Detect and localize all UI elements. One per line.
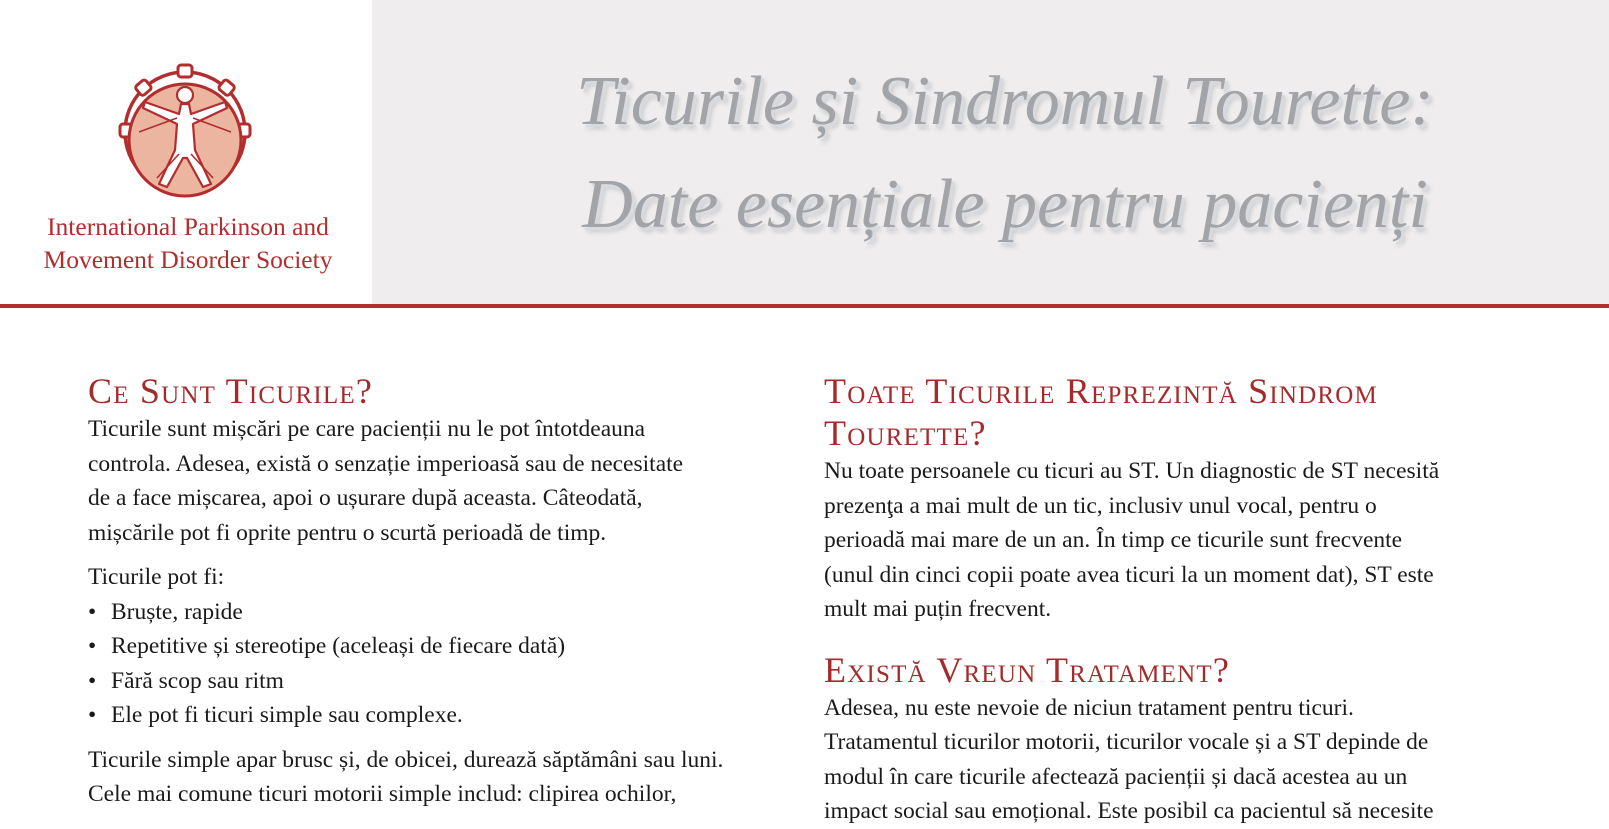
text-line: perioadă mai mare de un an. În timp ce ticurile sunt frecvente xyxy=(824,527,1403,553)
bullet-icon: • xyxy=(88,667,97,694)
page-title xyxy=(450,50,1560,256)
text-line: mult mai puțin frecvent. xyxy=(824,596,1052,622)
left-column xyxy=(88,370,788,812)
text-line: modul în care ticurile afectează pacienții și dacă acestea au un xyxy=(824,763,1408,790)
text-line: impact social sau emoțional. Este posibil ca pacientul să necesite xyxy=(824,798,1434,824)
org-name-line-2: Movement Disorder Society xyxy=(43,245,333,274)
text-line: Cele mai comune ticuri motorii simple includ: clipirea ochilor, xyxy=(88,781,677,807)
heading-line-2: Tourette? xyxy=(824,413,987,453)
vitruvian-man-logo-icon xyxy=(117,62,253,202)
text-line: Adesea, nu este nevoie de niciun tratament pentru ticuri. xyxy=(824,694,1354,721)
list-item xyxy=(88,664,788,699)
list-item xyxy=(88,629,788,664)
text-line: Ticurile simple apar brusc și, de obicei, durează săptămâni sau luni. xyxy=(88,746,724,773)
treatment-paragraph xyxy=(824,691,1544,829)
text-line: de a face mișcarea, apoi o ușurare după aceasta. Câteodată, xyxy=(88,485,643,511)
title-line-2: Date esențiale pentru pacienți xyxy=(582,166,1428,243)
simple-tics-paragraph xyxy=(88,743,788,812)
title-line-1: Ticurile și Sindromul Tourette: xyxy=(576,63,1434,140)
text-line: Tratamentul ticurilor motorii, ticurilor vocale și a ST depinde de xyxy=(824,729,1429,755)
organization-logo-area xyxy=(0,0,372,304)
text-line: prezenţa a mai mult de un tic, inclusiv unul vocal, pentru o xyxy=(824,492,1377,519)
right-column xyxy=(824,370,1544,829)
heading-line-1: Toate Ticurile Reprezintă Sindrom xyxy=(824,371,1378,411)
list-item-text: Ele pot fi ticuri simple sau complexe. xyxy=(111,702,463,728)
header-divider xyxy=(0,304,1609,308)
text-line: (unul din cinci copii poate avea ticuri la un moment dat), ST este xyxy=(824,561,1434,588)
list-intro: Ticurile pot fi: xyxy=(88,564,225,590)
list-item-text: Repetitive și stereotipe (aceleași de fiecare dată) xyxy=(111,633,566,659)
list-item-text: Fără scop sau ritm xyxy=(111,667,284,694)
bullet-icon: • xyxy=(88,702,97,728)
text-line: controla. Adesea, există o senzație imperioasă sau de necesitate xyxy=(88,450,684,477)
header xyxy=(0,0,1609,304)
organization-name xyxy=(0,210,376,276)
spacer xyxy=(88,550,788,560)
org-name-line-1: International Parkinson and xyxy=(47,212,329,241)
section-heading-tourette xyxy=(824,370,1544,454)
list-item xyxy=(88,698,788,733)
spacer xyxy=(88,733,788,743)
tic-characteristics-list xyxy=(88,595,788,733)
tourette-paragraph xyxy=(824,454,1544,627)
text-line: Nu toate persoanele cu ticuri au ST. Un diagnostic de ST necesită xyxy=(824,458,1440,484)
bullet-icon: • xyxy=(88,633,97,659)
intro-paragraph xyxy=(88,412,788,550)
section-heading-what-are-tics: Ce Sunt Ticurile? xyxy=(88,371,373,411)
text-line: Ticurile sunt mișcări pe care pacienții nu le pot întotdeauna xyxy=(88,416,646,442)
list-item-text: Bruște, rapide xyxy=(111,598,243,625)
section-heading-treatment: Există Vreun Tratament? xyxy=(824,649,1231,690)
text-line: mișcările pot fi oprite pentru o scurtă perioadă de timp. xyxy=(88,519,607,546)
list-item xyxy=(88,595,788,630)
bullet-icon: • xyxy=(88,598,97,625)
